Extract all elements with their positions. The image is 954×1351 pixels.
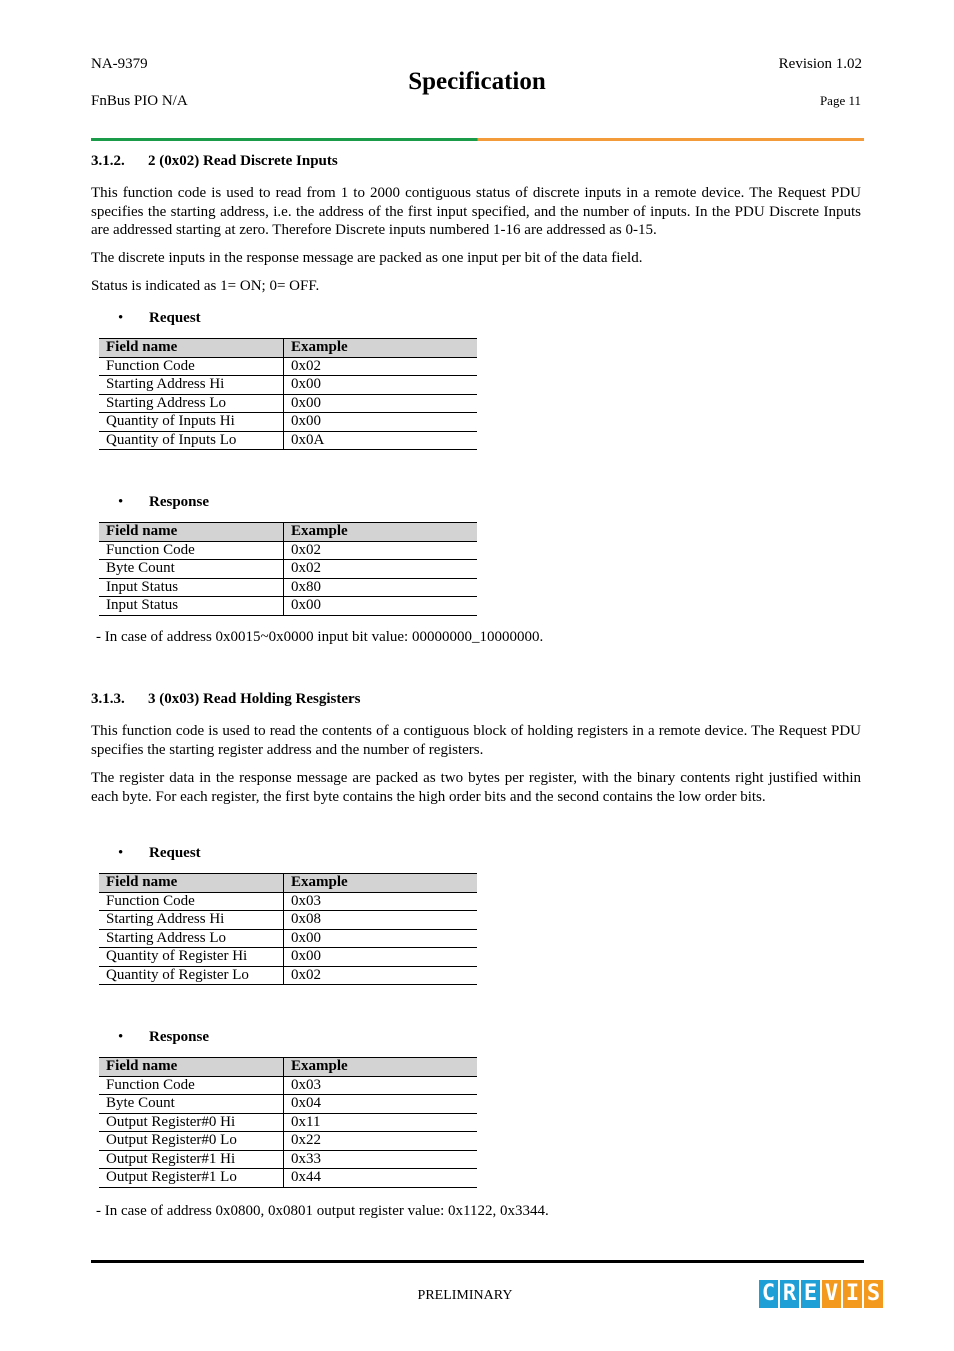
paragraph: Status is indicated as 1= ON; 0= OFF. — [91, 278, 320, 294]
table-header-cell: Field name — [99, 1058, 284, 1077]
note-313: - In case of address 0x0800, 0x0801 output register value: 0x1122, 0x3344. — [96, 1203, 549, 1219]
table-header-cell: Field name — [99, 874, 284, 893]
bullet-dot: • — [118, 1029, 124, 1045]
header-rule — [91, 138, 864, 141]
section-heading-313 — [91, 691, 361, 708]
footer-rule — [91, 1260, 864, 1263]
table-row: Function Code 0x02 — [99, 541, 477, 560]
table-row: Starting Address Lo 0x00 — [99, 394, 477, 413]
table-row: Quantity of Inputs Lo 0x0A — [99, 431, 477, 450]
request-table-312 — [99, 338, 477, 450]
bullet-dot: • — [118, 494, 124, 510]
bullet-request: • Request — [118, 845, 201, 861]
table-row: Byte Count 0x04 — [99, 1095, 477, 1114]
section-number: 3.1.3. — [91, 691, 125, 707]
table-row: Byte Count 0x02 — [99, 560, 477, 579]
table-header-cell: Field name — [99, 339, 284, 358]
response-table-313 — [99, 1057, 477, 1188]
table-row: Output Register#0 Hi 0x11 — [99, 1113, 477, 1132]
table-row: Quantity of Register Hi 0x00 — [99, 948, 477, 967]
logo-letter: E — [801, 1280, 820, 1308]
logo-letter: I — [843, 1280, 862, 1308]
table-row: Input Status 0x80 — [99, 578, 477, 597]
table-row: Quantity of Register Lo 0x02 — [99, 966, 477, 985]
logo-letter: S — [864, 1280, 883, 1308]
table-header-cell: Example — [284, 339, 478, 358]
bullet-dot: • — [118, 845, 124, 861]
table-header-cell: Field name — [99, 523, 284, 542]
bullet-response: • Response — [118, 1029, 210, 1045]
bullet-dot: • — [118, 310, 124, 326]
table-header-cell: Example — [284, 1058, 478, 1077]
doc-id: NA-9379 — [91, 56, 148, 72]
table-row: Quantity of Inputs Hi 0x00 — [99, 413, 477, 432]
section-number: 3.1.2. — [91, 153, 125, 169]
crevis-logo — [759, 1280, 883, 1308]
table-row: Function Code 0x02 — [99, 357, 477, 376]
response-table-312 — [99, 522, 477, 616]
table-header-cell: Example — [284, 523, 478, 542]
bullet-request: • Request — [118, 310, 201, 326]
table-row: Starting Address Hi 0x08 — [99, 911, 477, 930]
note-312: - In case of address 0x0015~0x0000 input bit value: 00000000_10000000. — [96, 629, 544, 645]
paragraph: The discrete inputs in the response message are packed as one input per bit of the data field. — [91, 250, 643, 266]
table-row: Output Register#1 Hi 0x33 — [99, 1150, 477, 1169]
logo-letter: V — [822, 1280, 841, 1308]
table-row: Starting Address Lo 0x00 — [99, 929, 477, 948]
table-row: Output Register#1 Lo 0x44 — [99, 1169, 477, 1188]
request-table-313 — [99, 873, 477, 985]
revision: Revision 1.02 — [778, 56, 862, 72]
section-title: 3 (0x03) Read Holding Resgisters — [148, 691, 361, 707]
footer-label: PRELIMINARY — [417, 1288, 513, 1303]
table-header-cell: Example — [284, 874, 478, 893]
paragraph: The register data in the response message are packed as two bytes per register, with the binary contents right justified within each byte. For each register, the first byte contains the high order bits and the second contains the low order bits. — [91, 770, 861, 805]
paragraph: This function code is used to read from 1 to 2000 contiguous status of discrete inputs in a remote device. The Request PDU specifies the starting address, i.e. the address of the first input specified, and the number of inputs. In the PDU Discrete Inputs are addressed starting at zero. Therefore Discrete inputs numbered 1-16 are addressed as 0-15. — [91, 185, 861, 239]
paragraph: This function code is used to read the contents of a contiguous block of holding registers in a remote device. The Request PDU specifies the starting register address and the number of registers. — [91, 723, 861, 758]
logo-letter: C — [759, 1280, 778, 1308]
bullet-response: • Response — [118, 494, 210, 510]
logo-letter: R — [780, 1280, 799, 1308]
page-number: Page 11 — [819, 93, 861, 108]
table-row: Function Code 0x03 — [99, 892, 477, 911]
page-title: Specification — [408, 68, 546, 95]
product-name: FnBus PIO N/A — [91, 93, 188, 109]
table-row: Output Register#0 Lo 0x22 — [99, 1132, 477, 1151]
section-heading-312 — [91, 153, 338, 170]
table-row: Input Status 0x00 — [99, 597, 477, 616]
table-row: Function Code 0x03 — [99, 1076, 477, 1095]
table-row: Starting Address Hi 0x00 — [99, 376, 477, 395]
section-title: 2 (0x02) Read Discrete Inputs — [148, 153, 338, 169]
